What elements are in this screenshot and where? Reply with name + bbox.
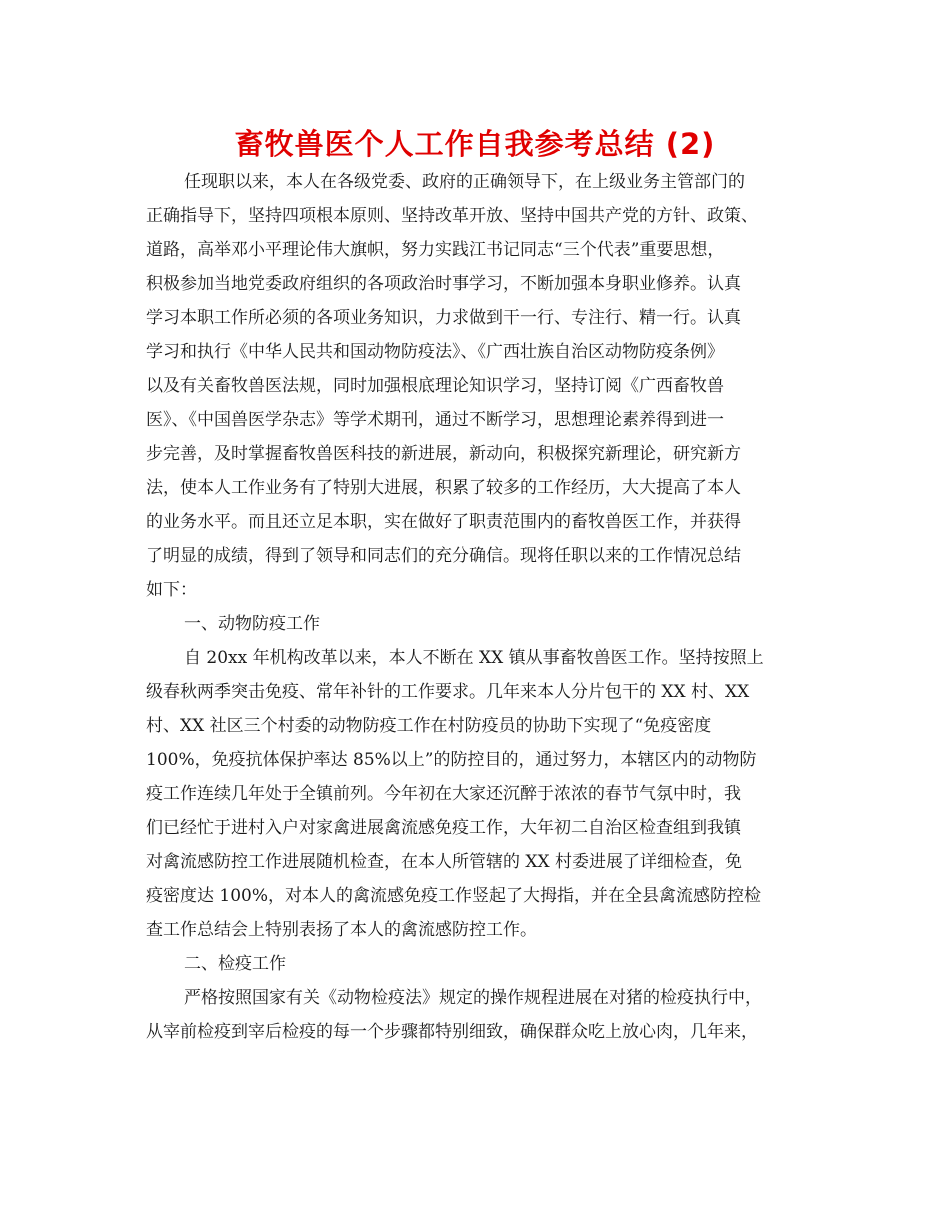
body-line: 如下： [146,580,197,600]
body-line: 学习本职工作所必须的各项业务知识，力求做到干一行、专注行、精一行。认真 [146,308,741,328]
body-line: 步完善，及时掌握畜牧兽医科技的新进展，新动向，积极探究新理论，研究新方 [146,444,741,464]
body-line: 100%，免疫抗体保护率达 85%以上”的防控目的，通过努力，本辖区内的动物防 [146,750,757,770]
body-line: 自 20xx 年机构改革以来，本人不断在 XX 镇从事畜牧兽医工作。坚持按照上 [184,648,764,668]
body-line: 查工作总结会上特别表扬了本人的禽流感防控工作。 [146,920,537,940]
body-line: 学习和执行《中华人民共和国动物防疫法》、《广西壮族自治区动物防疫条例》 [146,342,724,362]
body-line: 以及有关畜牧兽医法规，同时加强根底理论知识学习，坚持订阅《广西畜牧兽 [146,376,724,396]
section-heading: 一、动物防疫工作 [184,614,320,634]
body-line: 疫密度达 100%，对本人的禽流感免疫工作竖起了大拇指，并在全县禽流感防控检 [146,886,762,906]
body-line: 医》、《中国兽医学杂志》等学术期刊，通过不断学习，思想理论素养得到进一 [146,410,724,430]
body-line: 法，使本人工作业务有了特别大进展，积累了较多的工作经历，大大提高了本人 [146,478,741,498]
body-line: 正确指导下，坚持四项根本原则、坚持改革开放、坚持中国共产党的方针、政策、 [146,206,758,226]
body-line: 道路，高举邓小平理论伟大旗帜，努力实践江书记同志“三个代表”重要思想， [146,240,725,260]
body-line: 了明显的成绩，得到了领导和同志们的充分确信。现将任职以来的工作情况总结 [146,546,741,566]
body-line: 严格按照国家有关《动物检疫法》规定的操作规程进展在对猪的检疫执行中， [184,988,762,1008]
section-heading: 二、检疫工作 [184,954,286,974]
body-line: 任现职以来，本人在各级党委、政府的正确领导下，在上级业务主管部门的 [184,172,745,192]
body-line: 对禽流感防控工作进展随机检查，在本人所管辖的 XX 村委进展了详细检查，免 [146,852,743,872]
body-line: 积极参加当地党委政府组织的各项政治时事学习，不断加强本身职业修养。认真 [146,274,741,294]
body-line: 村、XX 社区三个村委的动物防疫工作在村防疫员的协助下实现了“免疫密度 [146,716,712,736]
body-line: 们已经忙于进村入户对家禽进展禽流感免疫工作，大年初二自治区检查组到我镇 [146,818,741,838]
body-line: 从宰前检疫到宰后检疫的每一个步骤都特别细致，确保群众吃上放心肉，几年来， [146,1022,758,1042]
body-line: 疫工作连续几年处于全镇前列。今年初在大家还沉醉于浓浓的春节气氛中时，我 [146,784,741,804]
body-line: 的业务水平。而且还立足本职，实在做好了职责范围内的畜牧兽医工作，并获得 [146,512,741,532]
document-title: 畜牧兽医个人工作自我参考总结 (2) [234,127,716,161]
body-line: 级春秋两季突击免疫、常年补针的工作要求。几年来本人分片包干的 XX 村、XX [146,682,750,702]
